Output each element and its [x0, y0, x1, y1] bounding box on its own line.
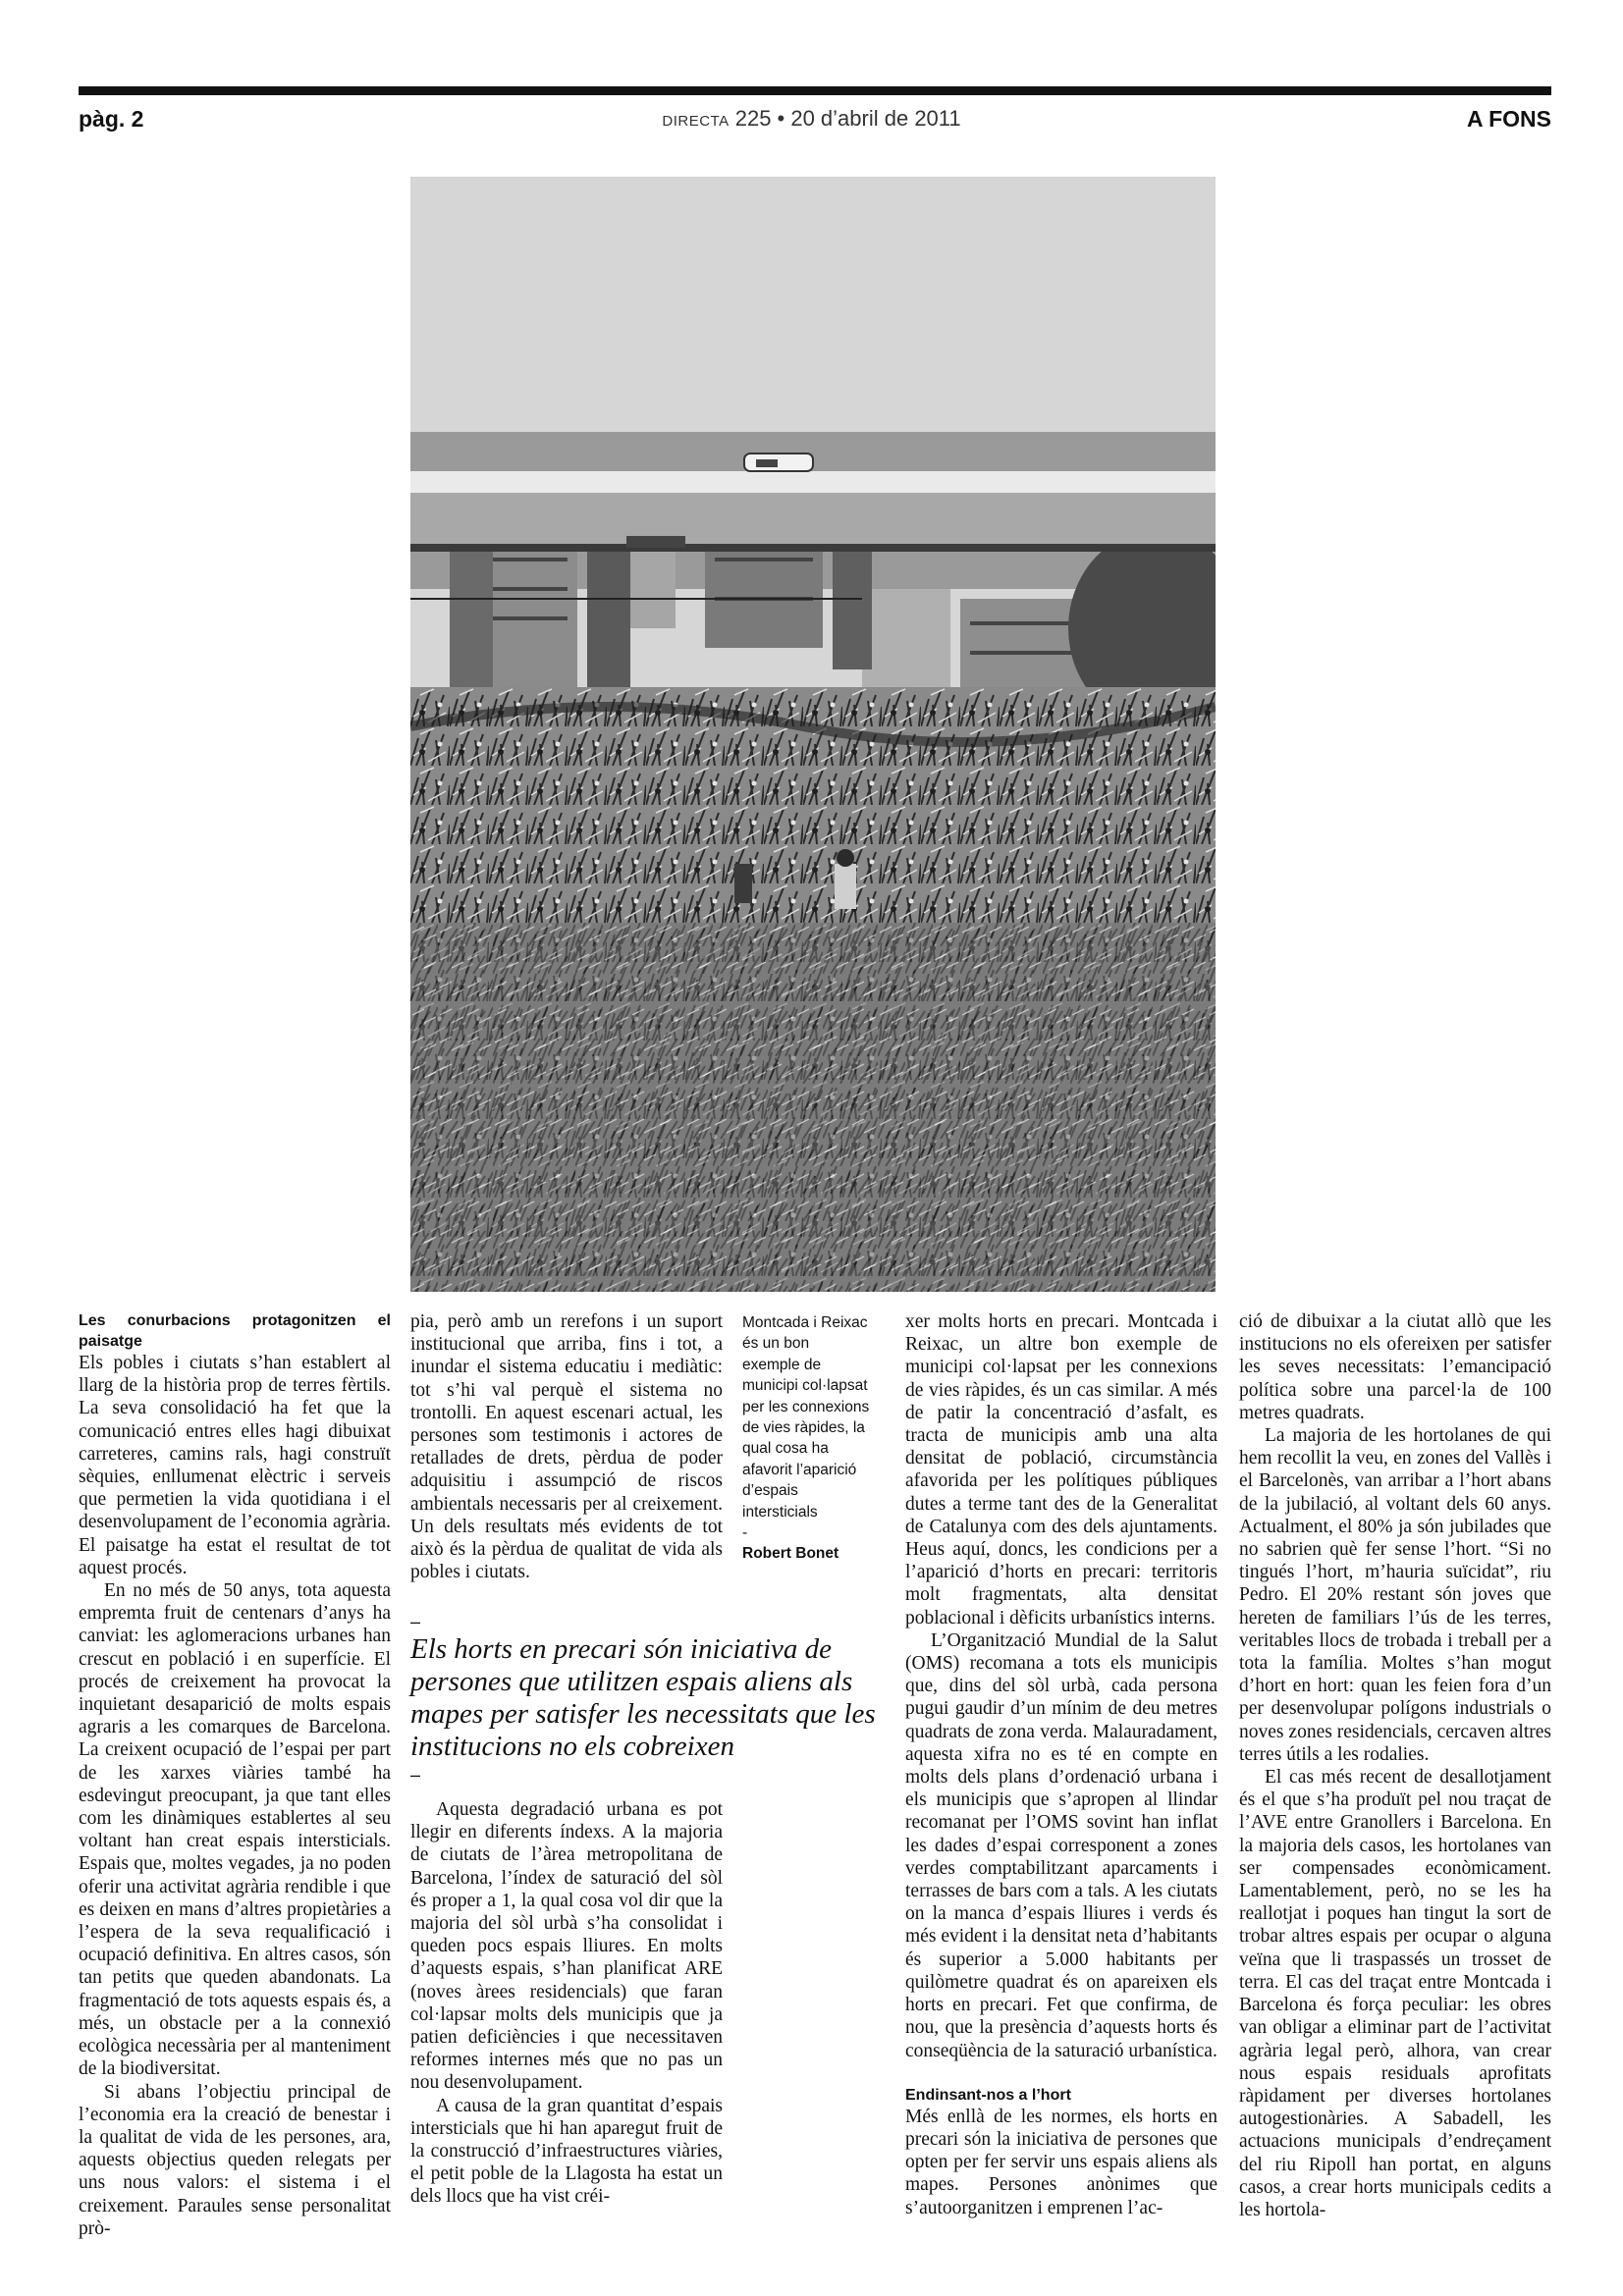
quote-dash: – — [410, 1612, 421, 1631]
article-column-5 — [1239, 1310, 1551, 2221]
paragraph: En no més de 50 anys, tota aquesta empremta fruit de centenars d’anys ha canviat: les aglomeracions urbanes han crescut en població i en superfície. El procés de creixement ha provocat la inquietant desaparició de molts espais agraris a les comarques de Barcelona. La creixent ocupació de l’espai per part de les xarxes viàries també ha esdevingut preocupant, ja que tant elles com les dinàmiques establertes al seu voltant han creat espais intersticials. Espais que, moltes vegades, ja no poden oferir una activitat agrària rendible i que es deixen en mans d’altres propietàries a l’espera de la seva requalificació i ocupació definitiva. En altres casos, són tan petits que queden abandonats. La fragmentació de tots aquests espais és, a més, un obstacle per a la connexió ecològica necessària per al manteniment de la biodiversitat. — [79, 1580, 391, 2080]
quote-dash: – — [410, 1765, 421, 1785]
paragraph: El cas més recent de desallotjament és el que s’ha produït pel nou traçat de l’AVE entre Granollers i Barcelona. En la majoria dels casos, les hortolanes van ser compensades econòmicament. Lamentablement, però, no se les ha reallotjat i poques han tingut la sort de trobar altres espais per ocupar o alguna veïna que li traspassés un trosset de terra. El cas del traçat entre Montcada i Barcelona és força peculiar: les obres van obligar a eliminar part de l’activitat agrària legal però, alhora, van crear nous espais residuals aprofitats ràpidament per diverses hortolanes autogestionàries. A Sabadell, les actuacions municipals d’endreçament del riu Ripoll han portat, en alguns casos, a crear horts municipals cedits a les hortola- — [1239, 1767, 1551, 2220]
paragraph: ció de dibuixar a la ciutat allò que les institucions no els ofereixen per satisfer les seves necessitats: l’emancipació política sobre una parcel·la de 100 metres quadrats. — [1239, 1311, 1551, 1423]
pull-quote — [410, 1612, 882, 1785]
article-column-1 — [79, 1310, 391, 2240]
publication-name: DIRECTA — [662, 113, 730, 130]
article-column-2a — [410, 1310, 723, 1583]
car — [744, 454, 813, 471]
paragraph: pia, però amb un rerefons i un suport institucional que arriba, fins i tot, a inundar el sistema educatiu i mediàtic: tot s’hi val perquè el sistema no trontolli. En aquest escenari actual, les persones som testimonis i actores de retallades de drets, pèrdua de poder adquisitiu i assumpció de riscos ambientals necessaris per al creixement. Un dels resultats més evidents de tot això és la pèrdua de qualitat de vida als pobles i ciutats. — [410, 1311, 723, 1583]
caption-dash: - — [742, 1524, 748, 1542]
paragraph: Més enllà de les normes, els horts en precari són la iniciativa de persones que opten per fer servir uns espais aliens als mapes. Persones anònimes que s’autoorganitzen i emprenen l’ac- — [905, 2106, 1217, 2218]
paragraph: La majoria de les hortolanes de qui hem recollit la veu, en zones del Vallès i el Barcelonès, van arribar a l’hort abans de la jubilació, al voltant dels 60 anys. Actualment, el 80% ja són jubilades que no sabrien què fer sense l’hort. “Si no tingués l’hort, m’hauria suïcidat”, riu Pedro. El 20% restant són joves que hereten de familiars l’ús de les terres, veritables llocs de trobada i treball per a tota la família. Moltes s’han mogut d’hort en hort: quan les feien fora d’un per desenvolupar polígons industrials o noves zones residencials, cercaven altres terres útils a les rodalies. — [1239, 1425, 1551, 1765]
article-column-4 — [905, 1310, 1217, 2219]
paragraph: Aquesta degradació urbana es pot llegir en diferents índexs. A la majoria de ciutats de l’àrea metropolitana de Barcelona, l’índex de saturació del sòl és proper a 1, la qual cosa vol dir que la majoria del sòl urbà s’ha consolidat i queden pocs espais lliures. En molts d’aquests espais, s’han planificat ARE (noves àrees residencials) que faran col·lapsar molts dels municipis que ja patien deficiències i que necessitaven reformes internes més que no pas un nou desenvolupament. — [410, 1799, 723, 2094]
paragraph: Si abans l’objectiu principal de l’economia era la creació de benestar i la qualitat de vida de les persones, ara, aquests objectius queden relegats per uns nous valors: el sistema i el creixement. Paraules sense personalitat prò- — [79, 2081, 391, 2239]
issue-date: 225 • 20 d’abril de 2011 — [734, 106, 961, 131]
photo-credit: Robert Bonet — [742, 1545, 839, 1563]
photo-caption — [742, 1312, 870, 1565]
issue-line — [0, 106, 1623, 132]
paragraph: L’Organització Mundial de la Salut (OMS) recomana a tots els municipis que, dins del sòl urbà, cada persona pugui gaudir d’un mínim de deu metres quadrats de zona verda. Malauradament, aquesta xifra no es té en compte en molts dels plans d’ordenació urbana i els municipis que s’apropen al llindar recomanat per l’OMS sovint han inflat les dades d’espai corresponent a zones verdes comptabilitzant aparcaments i terrasses de bars com a tals. A les ciutats on la manca d’espais lliures i verds és més evident i la densitat neta d’habitants és superior a 5.000 habitants per quilòmetre quadrat és on apareixen els horts en precari. Fet que confirma, de nou, que la presència d’aquests horts és conseqüència de la saturació urbanística. — [905, 1629, 1217, 2061]
paragraph: Els pobles i ciutats s’han establert al llarg de la història prop de terres fèrtils. La seva consolidació ha fet que la comunicació entres elles hagi dibuixat carreteres, camins rals, hagi construït sèquies, enllumenat elèctric i serveis que permetien la vida quotidiana i el desenvolupament de l’economia agrària. El paisatge ha estat el resultat de tot aquest procés. — [79, 1353, 391, 1578]
paragraph: xer molts horts en precari. Montcada i Reixac, un altre bon exemple de municipi col·lapsat per les connexions de vies ràpides, és un cas similar. A més de patir la concentració d’asfalt, es tracta de municipis amb una alta densitat de població, circumstància afavorida per les polítiques públiques dutes a terme tant des de la Generalitat de Catalunya com des dels ajuntaments. Heus aquí, doncs, les condicions per a l’aparició d’horts en precari: territoris molt fragmentats, alta densitat poblacional i dèficits urbanístics interns. — [905, 1311, 1217, 1629]
top-rule — [79, 86, 1551, 95]
page-number: pàg. 2 — [79, 106, 144, 132]
paragraph: A causa de la gran quantitat d’espais intersticials que hi han aparegut fruit de la construcció d’infraestructures viàries, el petit poble de la Llagosta ha estat un dels llocs que ha vist créi- — [410, 2095, 723, 2208]
subhead: Endinsant-nos a l’hort — [905, 2086, 1071, 2104]
section-label: A FONS — [1466, 106, 1551, 132]
article-column-2b — [410, 1798, 723, 2209]
subhead: Les conurbacions protagonitzen el paisatge — [79, 1312, 391, 1350]
caption-text: Montcada i Reixac és un bon exemple de municipi col·lapsat per les connexions de vies ràpides, la qual cosa ha afavorit l’aparició d’espais intersticials — [742, 1314, 870, 1521]
article-photo — [410, 177, 1216, 1292]
quote-text: Els horts en precari són iniciativa de persones que utilitzen espais aliens als mapes per satisfer les necessitats que les institucions no els cobreixen — [410, 1633, 876, 1762]
